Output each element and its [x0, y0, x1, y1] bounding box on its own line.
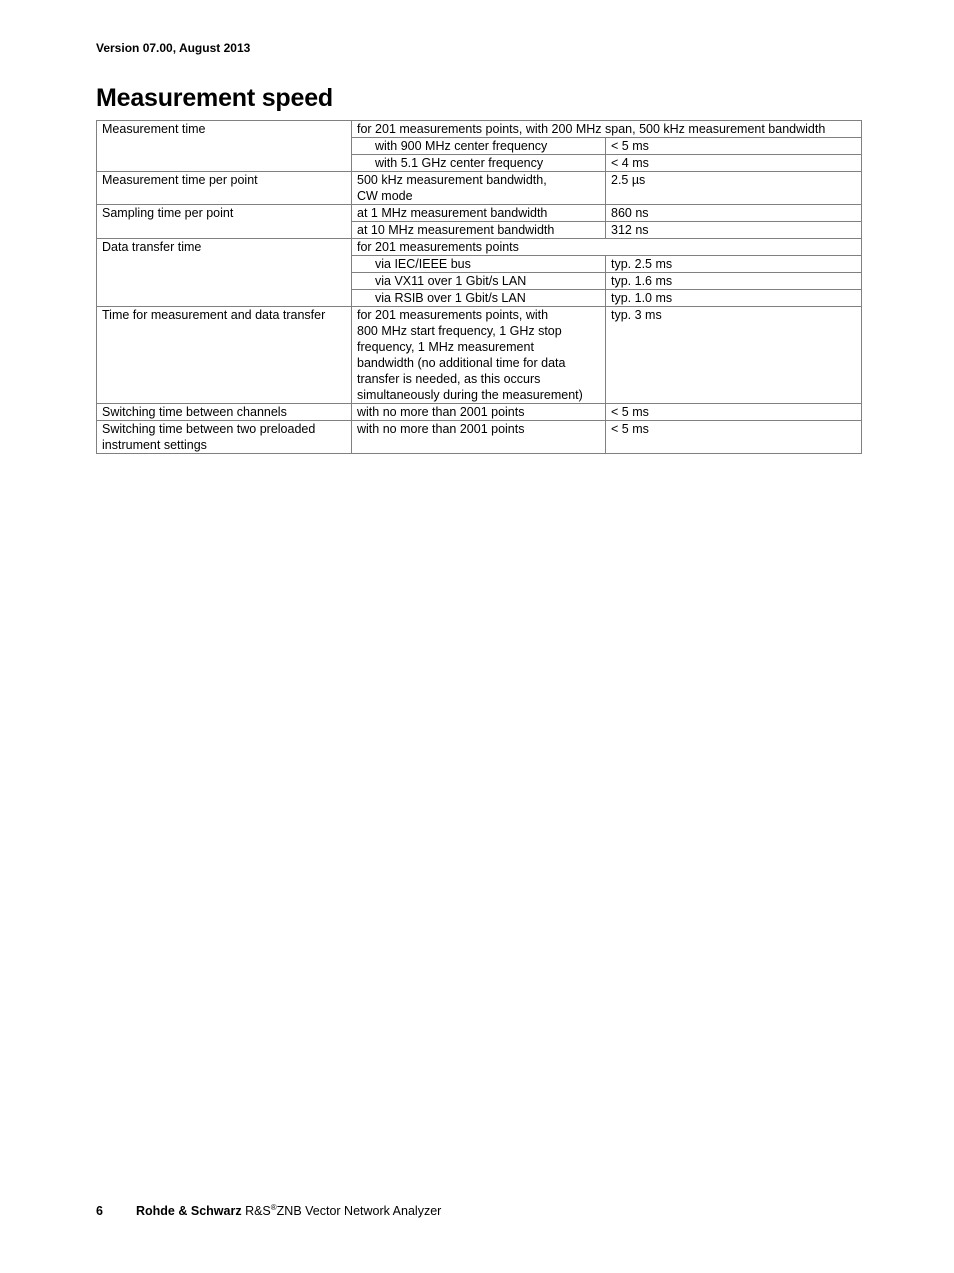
table-row [97, 239, 862, 256]
document-version: Version 07.00, August 2013 [96, 41, 251, 55]
value-cell: < 5 ms [606, 404, 862, 421]
condition-cell [352, 172, 606, 205]
condition-cell: with 5.1 GHz center frequency [352, 155, 606, 172]
table-row [97, 121, 862, 138]
condition-line: frequency, 1 MHz measurement [357, 340, 534, 354]
table-row [97, 307, 862, 404]
param-label: Data transfer time [97, 239, 352, 307]
label-line: instrument settings [102, 438, 207, 452]
condition-cell [352, 307, 606, 404]
value-cell: typ. 1.6 ms [606, 273, 862, 290]
param-label: Time for measurement and data transfer [97, 307, 352, 404]
param-label: Sampling time per point [97, 205, 352, 239]
condition-line: for 201 measurements points, with [357, 308, 549, 322]
condition-line: 500 kHz measurement bandwidth, [357, 173, 547, 187]
condition-cell: for 201 measurements points, with 200 MHz span, 500 kHz measurement bandwidth [352, 121, 862, 138]
value-cell: < 5 ms [606, 138, 862, 155]
table-row [97, 404, 862, 421]
value-cell: 860 ns [606, 205, 862, 222]
condition-cell: at 10 MHz measurement bandwidth [352, 222, 606, 239]
page-footer [96, 1204, 441, 1218]
value-cell: typ. 2.5 ms [606, 256, 862, 273]
table-row [97, 421, 862, 454]
product-prefix: R&S [245, 1204, 271, 1218]
condition-cell: with 900 MHz center frequency [352, 138, 606, 155]
condition-cell: for 201 measurements points [352, 239, 862, 256]
table-row [97, 205, 862, 222]
value-cell: < 4 ms [606, 155, 862, 172]
condition-cell: at 1 MHz measurement bandwidth [352, 205, 606, 222]
value-cell: typ. 3 ms [606, 307, 862, 404]
param-label [97, 421, 352, 454]
condition-line: 800 MHz start frequency, 1 GHz stop [357, 324, 562, 338]
company-name: Rohde & Schwarz [136, 1204, 242, 1218]
value-cell: 2.5 µs [606, 172, 862, 205]
condition-cell: via VX11 over 1 Gbit/s LAN [352, 273, 606, 290]
param-label: Measurement time [97, 121, 352, 172]
page-title: Measurement speed [96, 84, 333, 112]
condition-cell: via RSIB over 1 Gbit/s LAN [352, 290, 606, 307]
table-row [97, 172, 862, 205]
param-label: Switching time between channels [97, 404, 352, 421]
condition-cell: with no more than 2001 points [352, 404, 606, 421]
value-cell: < 5 ms [606, 421, 862, 454]
condition-line: bandwidth (no additional time for data [357, 356, 566, 370]
condition-line: simultaneously during the measurement) [357, 388, 583, 402]
registered-mark: ® [270, 1203, 277, 1212]
condition-cell: with no more than 2001 points [352, 421, 606, 454]
condition-cell: via IEC/IEEE bus [352, 256, 606, 273]
product-name: ZNB Vector Network Analyzer [276, 1204, 442, 1218]
value-cell: typ. 1.0 ms [606, 290, 862, 307]
condition-line: CW mode [357, 189, 413, 203]
label-line: Switching time between two preloaded [102, 422, 316, 436]
page-number: 6 [96, 1204, 103, 1218]
value-cell: 312 ns [606, 222, 862, 239]
param-label: Measurement time per point [97, 172, 352, 205]
condition-line: transfer is needed, as this occurs [357, 372, 541, 386]
measurement-speed-table [96, 120, 862, 454]
